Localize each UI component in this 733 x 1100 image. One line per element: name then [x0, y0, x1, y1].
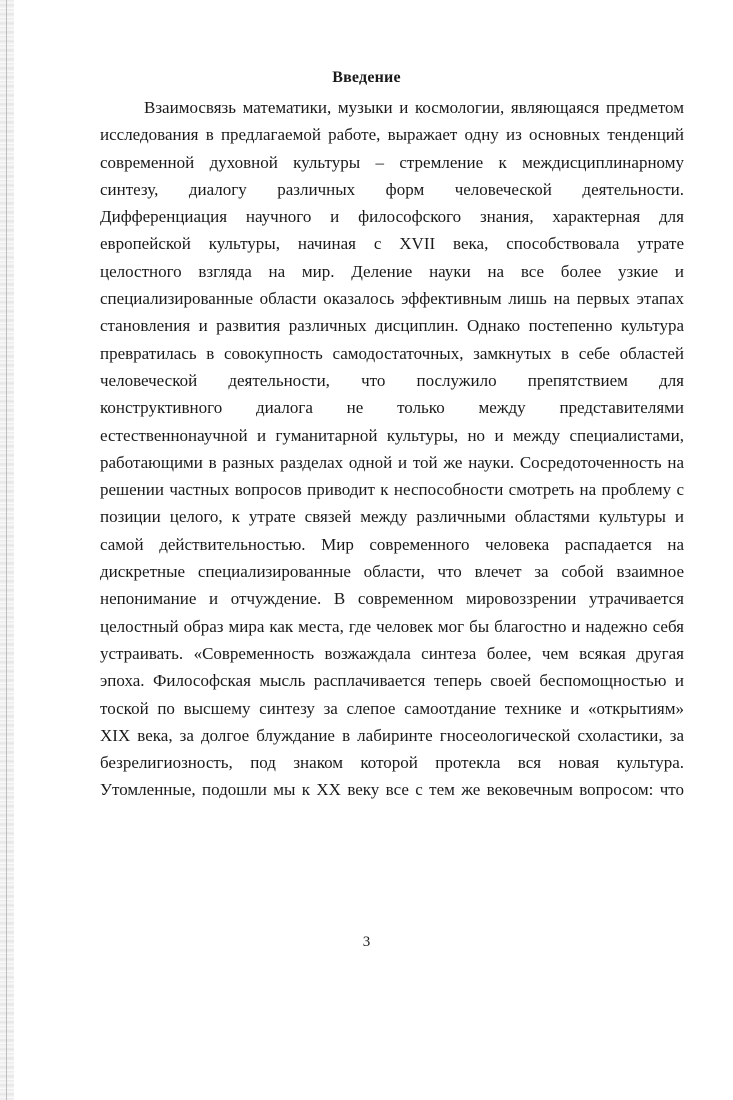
text-line: XIX века, за долгое блуждание в лабиринте гносеологической схоластики, за — [100, 725, 684, 745]
text-line: превратилась в совокупность самодостаточных, замкнутых в себе областей — [100, 343, 684, 363]
text-line: Утомленные, подошли мы к XX веку все с тем же вековечным вопросом: что — [100, 780, 684, 800]
text-line: человеческой деятельности, что послужило препятствием для — [100, 370, 684, 390]
text-line: специализированные области оказалось эффективным лишь на первых этапах — [100, 289, 684, 309]
text-line: целостного взгляда на мир. Деление науки на все более узкие и — [100, 261, 684, 281]
text-line: безрелигиозность, под знаком которой протекла вся новая культура. — [100, 753, 684, 773]
text-line: становления и развития различных дисциплин. Однако постепенно культура — [100, 316, 684, 336]
text-line: синтезу, диалогу различных форм человеческой деятельности. — [100, 179, 684, 199]
text-line: самой действительностью. Мир современного человека распадается на — [100, 534, 684, 554]
text-line: современной духовной культуры – стремление к междисциплинарному — [100, 152, 684, 172]
text-line: тоской по высшему синтезу за слепое самоотдание технике и «открытиям» — [100, 698, 684, 718]
text-line: Взаимосвязь математики, музыки и космологии, являющаяся предметом — [144, 98, 684, 117]
page-number: 3 — [362, 934, 371, 950]
body-text — [100, 94, 684, 804]
text-line: целостный образ мира как места, где человек мог бы благостно и надежно себя — [100, 616, 684, 636]
text-line: непонимание и отчуждение. В современном мировоззрении утрачивается — [100, 589, 684, 609]
text-line: дискретные специализированные области, что влечет за собой взаимное — [100, 562, 684, 582]
text-line: работающими в разных разделах одной и той же науки. Сосредоточенность на — [100, 452, 684, 472]
text-line: исследования в предлагаемой работе, выражает одну из основных тенденций — [100, 125, 684, 145]
text-line: конструктивного диалога не только между представителями — [100, 398, 684, 418]
text-line: решении частных вопросов приводит к неспособности смотреть на проблему с — [100, 480, 684, 500]
text-line: естественнонаучной и гуманитарной культуры, но и между специалистами, — [100, 425, 684, 445]
text-line: позиции целого, к утрате связей между различными областями культуры и — [100, 507, 684, 527]
text-line: европейской культуры, начиная с XVII века, способствовала утрате — [100, 234, 684, 254]
text-line: эпоха. Философская мысль расплачивается теперь своей беспомощностью и — [100, 671, 684, 691]
section-title: Введение — [332, 69, 401, 86]
text-line: устраивать. «Современность возжаждала синтеза более, чем всякая другая — [100, 643, 684, 663]
text-line: Дифференциация научного и философского знания, характерная для — [100, 207, 684, 227]
